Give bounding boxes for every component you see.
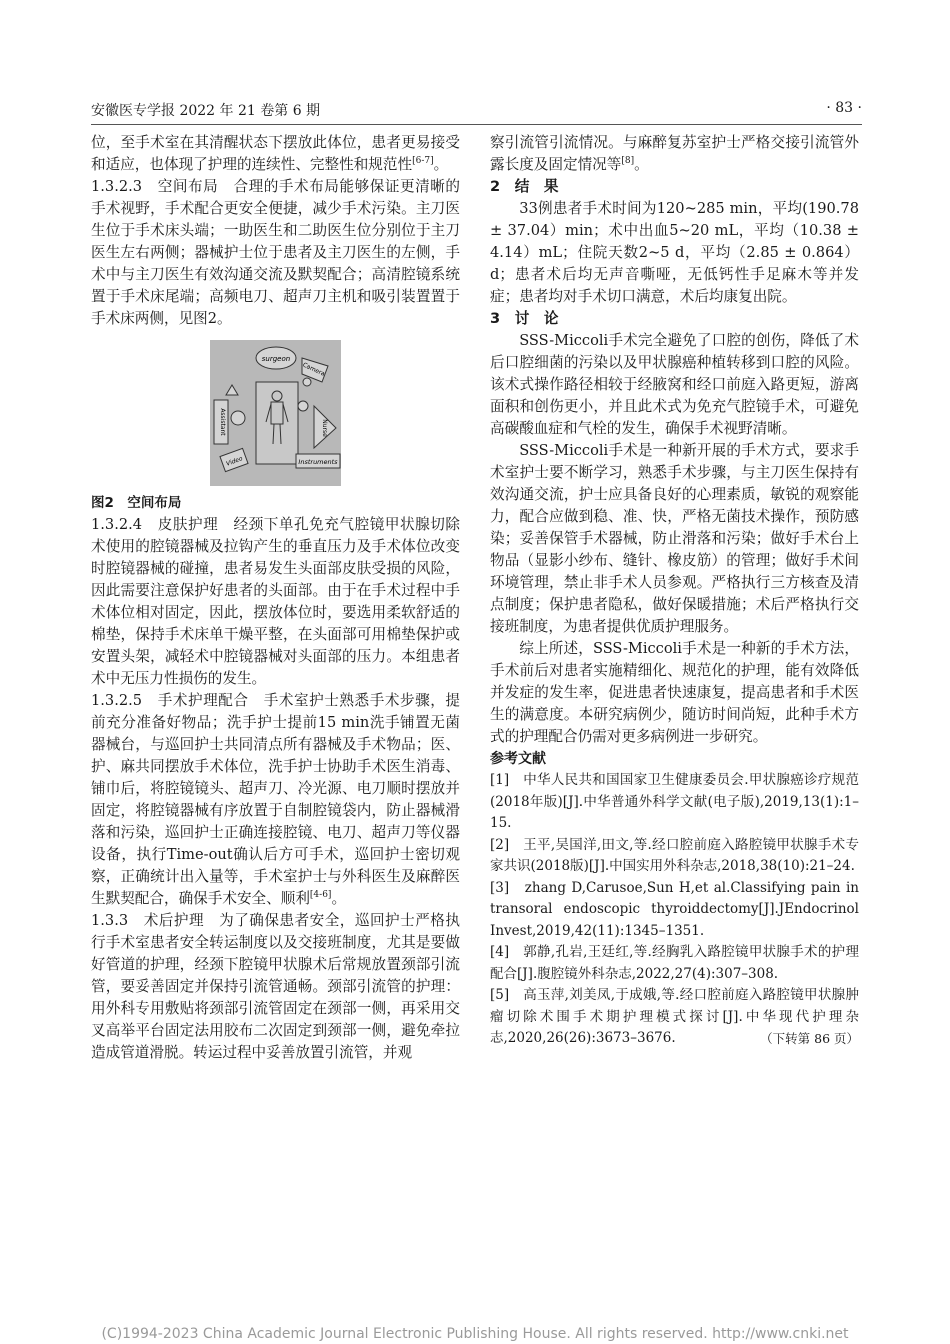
- paragraph: 位，至手术室在其清醒状态下摆放此体位，患者更易接受和适应，也体现了护理的连续性、完整性和规范性[6-7]。: [91, 134, 460, 173]
- figure-caption: 图2 空间布局: [91, 495, 182, 511]
- section-heading-results: 2 结 果: [490, 178, 559, 195]
- paragraph-spatial-layout: 1.3.2.3 空间布局 合理的手术布局能够保证更清晰的手术视野，手术配合更安全便捷，减少手术污染。主刀医生位于手术床头端；一助医生和二助医生位分别位于主刀医生左右两侧；器械护士位于患者及主刀医生的左侧，手术中与主刀医生有效沟通交流及默契配合；高清腔镜系统置于手术床尾端；高频电刀、超声刀主机和吸引装置置于手术床两侧，见图2。: [91, 178, 460, 327]
- section-heading: 1.3.3 术后护理: [91, 912, 205, 929]
- right-column: [490, 132, 859, 1050]
- or-layout-diagram: [210, 340, 341, 486]
- section-heading: 1.3.2.5 手术护理配合: [91, 692, 249, 709]
- left-column: [91, 132, 460, 1064]
- reference-item: [4] 郭静,孔岩,王廷红,等.经胸乳入路腔镜甲状腺手术的护理配合[J].腹腔镜外科杂志,2022,27(4):307–308.: [490, 944, 859, 982]
- references-title: 参考文献: [490, 751, 546, 767]
- citation: [6-7]: [412, 156, 434, 167]
- header-rule: [91, 124, 862, 125]
- section-heading-discussion: 3 讨 论: [490, 310, 559, 327]
- paragraph-results: 33例患者手术时间为120~285 min，平均(190.78 ± 37.04）min；术中出血5~20 mL，平均（10.38 ± 4.14）mL；住院天数2~5 d，平均（2.85 ± 0.864）d；患者术后均无声音嘶哑，无低钙性手足麻木等并发症；患者均对手术切口满意，术后均康复出院。: [490, 200, 859, 305]
- reference-item: [5] 高玉萍,刘美凤,于成娥,等.经口腔前庭入路腔镜甲状腺肿瘤切除术围手术期护理模式探讨[J].中华现代护理杂志,2020,26(26):3673–3676. （下转第 86 页）: [490, 985, 859, 1050]
- continued-note: （下转第 86 页）: [760, 1031, 859, 1046]
- label-instruments: Instruments: [298, 458, 338, 466]
- citation: [4-6]: [309, 890, 332, 901]
- section-heading: 1.3.2.4 皮肤护理: [91, 516, 219, 533]
- reference-item: [2] 王平,吴国洋,田文,等.经口腔前庭入路腔镜甲状腺手术专家共识(2018版)[J].中国实用外科杂志,2018,38(10):21–24.: [490, 836, 859, 874]
- copyright-footer: (C)1994-2023 China Academic Journal Electronic Publishing House. All rights reserved. http://www.cnki.net: [101, 1326, 849, 1342]
- journal-header: 安徽医专学报 2022 年 21 卷第 6 期: [91, 103, 321, 119]
- reference-item: [1] 中华人民共和国国家卫生健康委员会.甲状腺癌诊疗规范(2018年版)[J].中华普通外科学文献(电子版),2019,13(1):1–15.: [490, 772, 859, 831]
- reference-item: [3] zhang D,Carusoe,Sun H,et al.Classifying pain in transoral endoscopic thyroiddectomy[J].JEndocrinol Invest,2019,42(11):1345–1351.: [490, 879, 859, 939]
- label-video: Video: [225, 455, 244, 468]
- label-nurse: Nurse: [321, 419, 328, 437]
- paragraph-postop-care: 1.3.3 术后护理 为了确保患者安全，巡回护士严格执行手术室患者安全转运制度以及交接班制度，尤其是要做好管道的护理，经颈下腔镜甲状腺术后常规放置颈部引流管，要妥善固定并保持引流管通畅。颈部引流管的护理：用外科专用敷贴将颈部引流管固定在颈部一侧，再采用交叉高举平台固定法用胶布二次固定到颈部一侧，避免牵拉造成管道滑脱。转运过程中妥善放置引流管，并观: [91, 912, 460, 1061]
- label-surgeon: surgeon: [261, 355, 291, 363]
- label-camera: Camera: [301, 361, 326, 378]
- figure-spatial-layout: [210, 340, 341, 486]
- citation: [8]: [621, 156, 635, 167]
- paragraph-discussion-3: 综上所述，SSS-Miccoli手术是一种新的手术方法，手术前后对患者实施精细化、规范化的护理，能有效降低并发症的发生率，促进患者快速康复，提高患者和手术医生的满意度。本研究病例少，随访时间尚短，此种手术方式的护理配合仍需对更多病例进一步研究。: [490, 640, 859, 745]
- paragraph: 察引流管引流情况。与麻醉复苏室护士严格交接引流管外露长度及固定情况等[8]。: [490, 134, 859, 173]
- section-heading: 1.3.2.3 空间布局: [91, 178, 219, 195]
- paragraph-surgical-cooperation: 1.3.2.5 手术护理配合 手术室护士熟悉手术步骤，提前充分准备好物品；洗手护士提前15 min洗手铺置无菌器械台，与巡回护士共同清点所有器械及手术物品；医、护、麻共同摆放手术体位，洗手护士协助手术医生消毒、铺巾后，将腔镜镜头、超声刀、冷光源、电刀顺时摆放并固定，将腔镜器械有序放置于自制腔镜袋内，防止器械滑落和污染，巡回护士正确连接腔镜、电刀、超声刀等仪器设备，执行Time-out确认后方可手术，巡回护士密切观察，正确统计出入量等，手术室护士与外科医生及麻醉医生默契配合，确保手术安全、顺利[4-6]。: [91, 692, 460, 907]
- paragraph-discussion-1: SSS-Miccoli手术完全避免了口腔的创伤，降低了术后口腔细菌的污染以及甲状腺癌种植转移到口腔的风险。该术式操作路径相较于经腋窝和经口前庭入路更短，游离面积和创伤更小，并且此术式为免充气腔镜手术，可避免高碳酸血症和气栓的发生，确保手术视野清晰。: [490, 332, 859, 437]
- paragraph-discussion-2: SSS-Miccoli手术是一种新开展的手术方式，要求手术室护士要不断学习，熟悉手术步骤，与主刀医生保持有效沟通交流，护士应具备良好的心理素质，敏锐的观察能力，配合应做到稳、准、快，严格无菌技术操作，预防感染；妥善保管手术器械，防止滑落和污染；做好手术台上物品（显影小纱布、缝针、橡皮筋）的管理；做好手术间环境管理，禁止非手术人员参观。严格执行三方核查及清点制度；保护患者隐私，做好保暖措施；术后严格执行交接班制度，为患者提供优质护理服务。: [490, 442, 859, 635]
- paragraph-skin-care: 1.3.2.4 皮肤护理 经颈下单孔免充气腔镜甲状腺切除术使用的腔镜器械及拉钩产生的垂直压力及手术体位改变时腔镜器械的碰撞，患者易发生头面部皮肤受损的风险，因此需要注意保护好患者的头面部。由于在手术过程中手术体位相对固定，因此，摆放体位时，要选用柔软舒适的棉垫，保持手术床单干燥平整，在头面部可用棉垫保护或安置头架，减轻术中腔镜器械对头面部的压力。本组患者术中无压力性损伤的发生。: [91, 516, 460, 687]
- page-number: · 83 ·: [826, 100, 862, 116]
- label-assistant: Assistant: [219, 408, 226, 436]
